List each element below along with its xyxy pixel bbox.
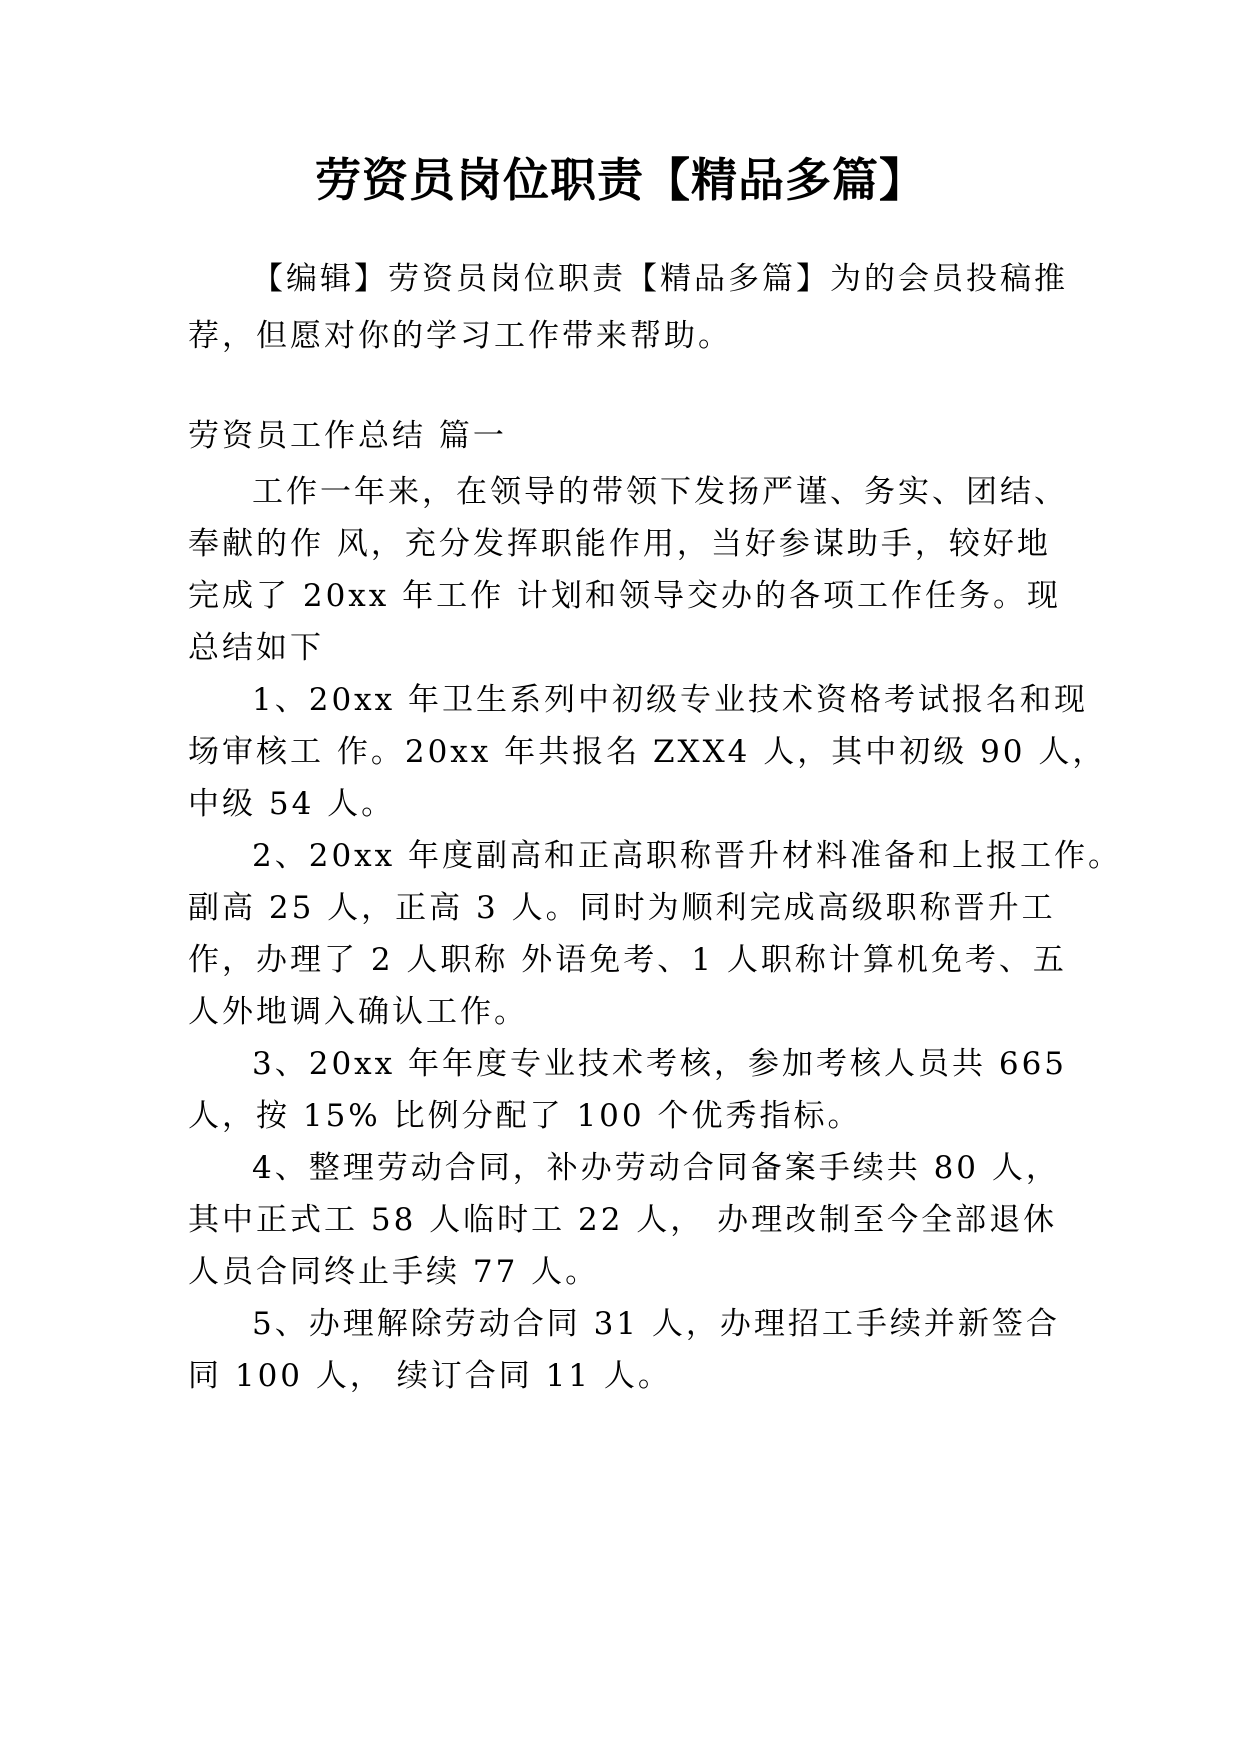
paragraph-line: 总结如下	[188, 630, 324, 666]
paragraph-line: 4、整理劳动合同，补办劳动合同备案手续共 80 人，	[252, 1150, 1060, 1186]
paragraph-line: 其中正式工 58 人临时工 22 人， 办理改制至今全部退休	[188, 1202, 1058, 1238]
section-heading: 劳资员工作总结 篇一	[188, 418, 507, 454]
document-title: 劳资员岗位职责【精品多篇】	[315, 153, 926, 207]
paragraph-line: 工作一年来，在领导的带领下发扬严谨、务实、团结、	[252, 474, 1068, 510]
paragraph-line: 副高 25 人，正高 3 人。同时为顺利完成高级职称晋升工	[188, 890, 1056, 926]
paragraph-line: 场审核工 作。20xx 年共报名 ZXX4 人，其中初级 90 人，	[188, 734, 1107, 770]
paragraph-line: 3、20xx 年年度专业技术考核，参加考核人员共 665	[252, 1046, 1068, 1082]
paragraph-line: 2、20xx 年度副高和正高职称晋升材料准备和上报工作。	[252, 838, 1122, 874]
paragraph-line: 人，按 15% 比例分配了 100 个优秀指标。	[188, 1098, 862, 1134]
paragraph-line: 作，办理了 2 人职称 外语免考、1 人职称计算机免考、五	[188, 942, 1067, 978]
paragraph-line: 人员合同终止手续 77 人。	[188, 1254, 600, 1290]
paragraph-line: 完成了 20xx 年工作 计划和领导交办的各项工作任务。现	[188, 578, 1061, 614]
paragraph-line: 人外地调入确认工作。	[188, 994, 528, 1030]
intro-line-2: 荐，但愿对你的学习工作带来帮助。	[188, 318, 732, 354]
paragraph-line: 中级 54 人。	[188, 786, 396, 822]
paragraph-line: 1、20xx 年卫生系列中初级专业技术资格考试报名和现	[252, 682, 1088, 718]
intro-line-1: 【编辑】劳资员岗位职责【精品多篇】为的会员投稿推	[252, 261, 1068, 297]
paragraph-line: 同 100 人， 续订合同 11 人。	[188, 1358, 672, 1394]
document-body	[188, 0, 1122, 1754]
paragraph-line: 5、办理解除劳动合同 31 人，办理招工手续并新签合	[252, 1306, 1060, 1342]
paragraph-line: 奉献的作 风，充分发挥职能作用，当好参谋助手，较好地	[188, 526, 1051, 562]
